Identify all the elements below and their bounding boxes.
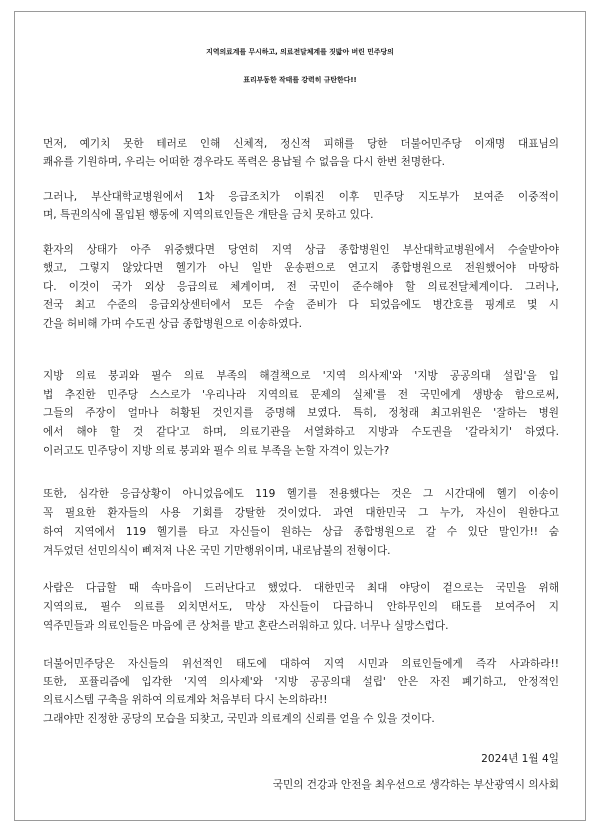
title-line-2: 표리부동한 작태를 강력히 규탄한다!! xyxy=(243,76,357,84)
paragraph-7-line-4: 그래야만 진정한 공당의 모습을 되찾고, 국민과 의료계의 신뢰를 얻을 수 있을 것이다. xyxy=(43,713,435,725)
paragraph-3-line-1: 환자의 상태가 아주 위중했다면 당연히 지역 상급 종합병원인 부산대학교병원에서 수술받아야 xyxy=(43,244,559,256)
paragraph-4-line-5: 이러고도 민주당이 지방 의료 붕괴와 필수 의료 부족을 논할 자격이 있는가? xyxy=(43,445,390,457)
paragraph-7-line-1: 더불어민주당은 자신들의 위선적인 태도에 대하여 지역 시민과 의료인들에게 즉각 사과하라!! xyxy=(43,658,559,670)
paragraph-1-line-2: 쾌유를 기원하며, 우리는 어떠한 경우라도 폭력은 용납될 수 없음을 다시 한번 천명한다. xyxy=(43,156,445,168)
paragraph-3-line-2: 했고, 그렇지 않았다면 헬기가 아닌 일반 운송편으로 연고지 종합병원으로 전원했어야 마땅하 xyxy=(43,262,559,274)
paragraph-2-line-1: 그러나, 부산대학교병원에서 1차 응급조치가 이뤄진 이후 민주당 지도부가 보여준 이중적이 xyxy=(43,191,559,203)
paragraph-3-line-3: 다. 이것이 국가 외상 응급의료 체계이며, 전 국민이 준수해야 할 의료전달체계이다. 그러나, xyxy=(43,281,559,293)
paragraph-4-line-4: 에서 해야 할 것 같다'고 하며, 의료기관을 서열화하고 지방과 수도권을 '갈라치기' 하였다. xyxy=(43,426,559,438)
paragraph-4-line-2: 법 추진한 민주당 스스로가 '우리나라 지역의료 문제의 실체'를 전 국민에게 생방송 함으로써, xyxy=(43,389,559,401)
paragraph-6-line-1: 사람은 다급할 때 속마음이 드러난다고 했었다. 대한민국 최대 야당이 겉으로는 국민을 위해 xyxy=(43,582,559,594)
paragraph-3-line-4: 전국 최고 수준의 응급외상센터에서 모든 수술 준비가 다 되었음에도 병간호를 핑계로 몇 시 xyxy=(43,299,559,311)
paragraph-7-line-2: 또한, 포퓰리즘에 입각한 '지역 의사제'와 '지방 공공의대 설립' 안은 자진 폐기하고, 안정적인 xyxy=(43,676,559,688)
paragraph-7-line-3: 의료시스템 구축을 위하여 의료계와 처음부터 다시 논의하라!! xyxy=(43,694,328,706)
title-line-1: 지역의료계를 무시하고, 의료전달체계를 짓밟아 버린 민주당의 xyxy=(206,48,394,56)
paragraph-2-line-2: 며, 특권의식에 몰입된 행동에 지역의료인들은 개탄을 금치 못하고 있다. xyxy=(43,209,374,221)
paragraph-4-line-1: 지방 의료 붕괴와 필수 의료 부족의 해결책으로 '지역 의사제'와 '지방 공공의대 설립'을 입 xyxy=(43,370,559,382)
document-date: 2024년 1월 4일 xyxy=(481,753,559,765)
paragraph-6-line-2: 지역의료, 필수 의료를 외치면서도, 막상 자신들이 다급하니 안하무인의 태도를 보여주어 지 xyxy=(43,601,559,613)
paragraph-3-line-5: 간을 허비해 가며 수도권 상급 종합병원으로 이송하였다. xyxy=(43,318,302,330)
paragraph-5-line-4: 겨두었던 선민의식이 삐져져 나온 국민 기만행위이며, 내로남불의 전형이다. xyxy=(43,545,391,557)
paragraph-5-line-2: 꼭 필요한 환자들의 사용 기회를 강탈한 것이었다. 과연 대한민국 그 누가, 자신이 원한다고 xyxy=(43,507,559,519)
paragraph-4-line-3: 그들의 주장이 얼마나 허황된 것인지를 증명해 보였다. 특히, 정청래 최고위원은 '잘하는 병원 xyxy=(43,407,559,419)
paragraph-5-line-3: 하여 지역에서 119 헬기를 타고 자신들이 원하는 상급 종합병원으로 갈 수 있단 말인가!! 숨 xyxy=(43,526,559,538)
paragraph-1-line-1: 먼저, 예기치 못한 테러로 인해 신체적, 정신적 피해를 당한 더불어민주당 이재명 대표님의 xyxy=(43,138,559,150)
paragraph-5-line-1: 또한, 심각한 응급상황이 아니었음에도 119 헬기를 전용했다는 것은 그 시간대에 헬기 이송이 xyxy=(43,488,559,500)
paragraph-6-line-3: 역주민들과 의료인들은 마음에 큰 상처를 받고 혼란스러워하고 있다. 너무나 실망스럽다. xyxy=(43,620,449,632)
document-signer: 국민의 건강과 안전을 최우선으로 생각하는 부산광역시 의사회 xyxy=(272,779,559,791)
